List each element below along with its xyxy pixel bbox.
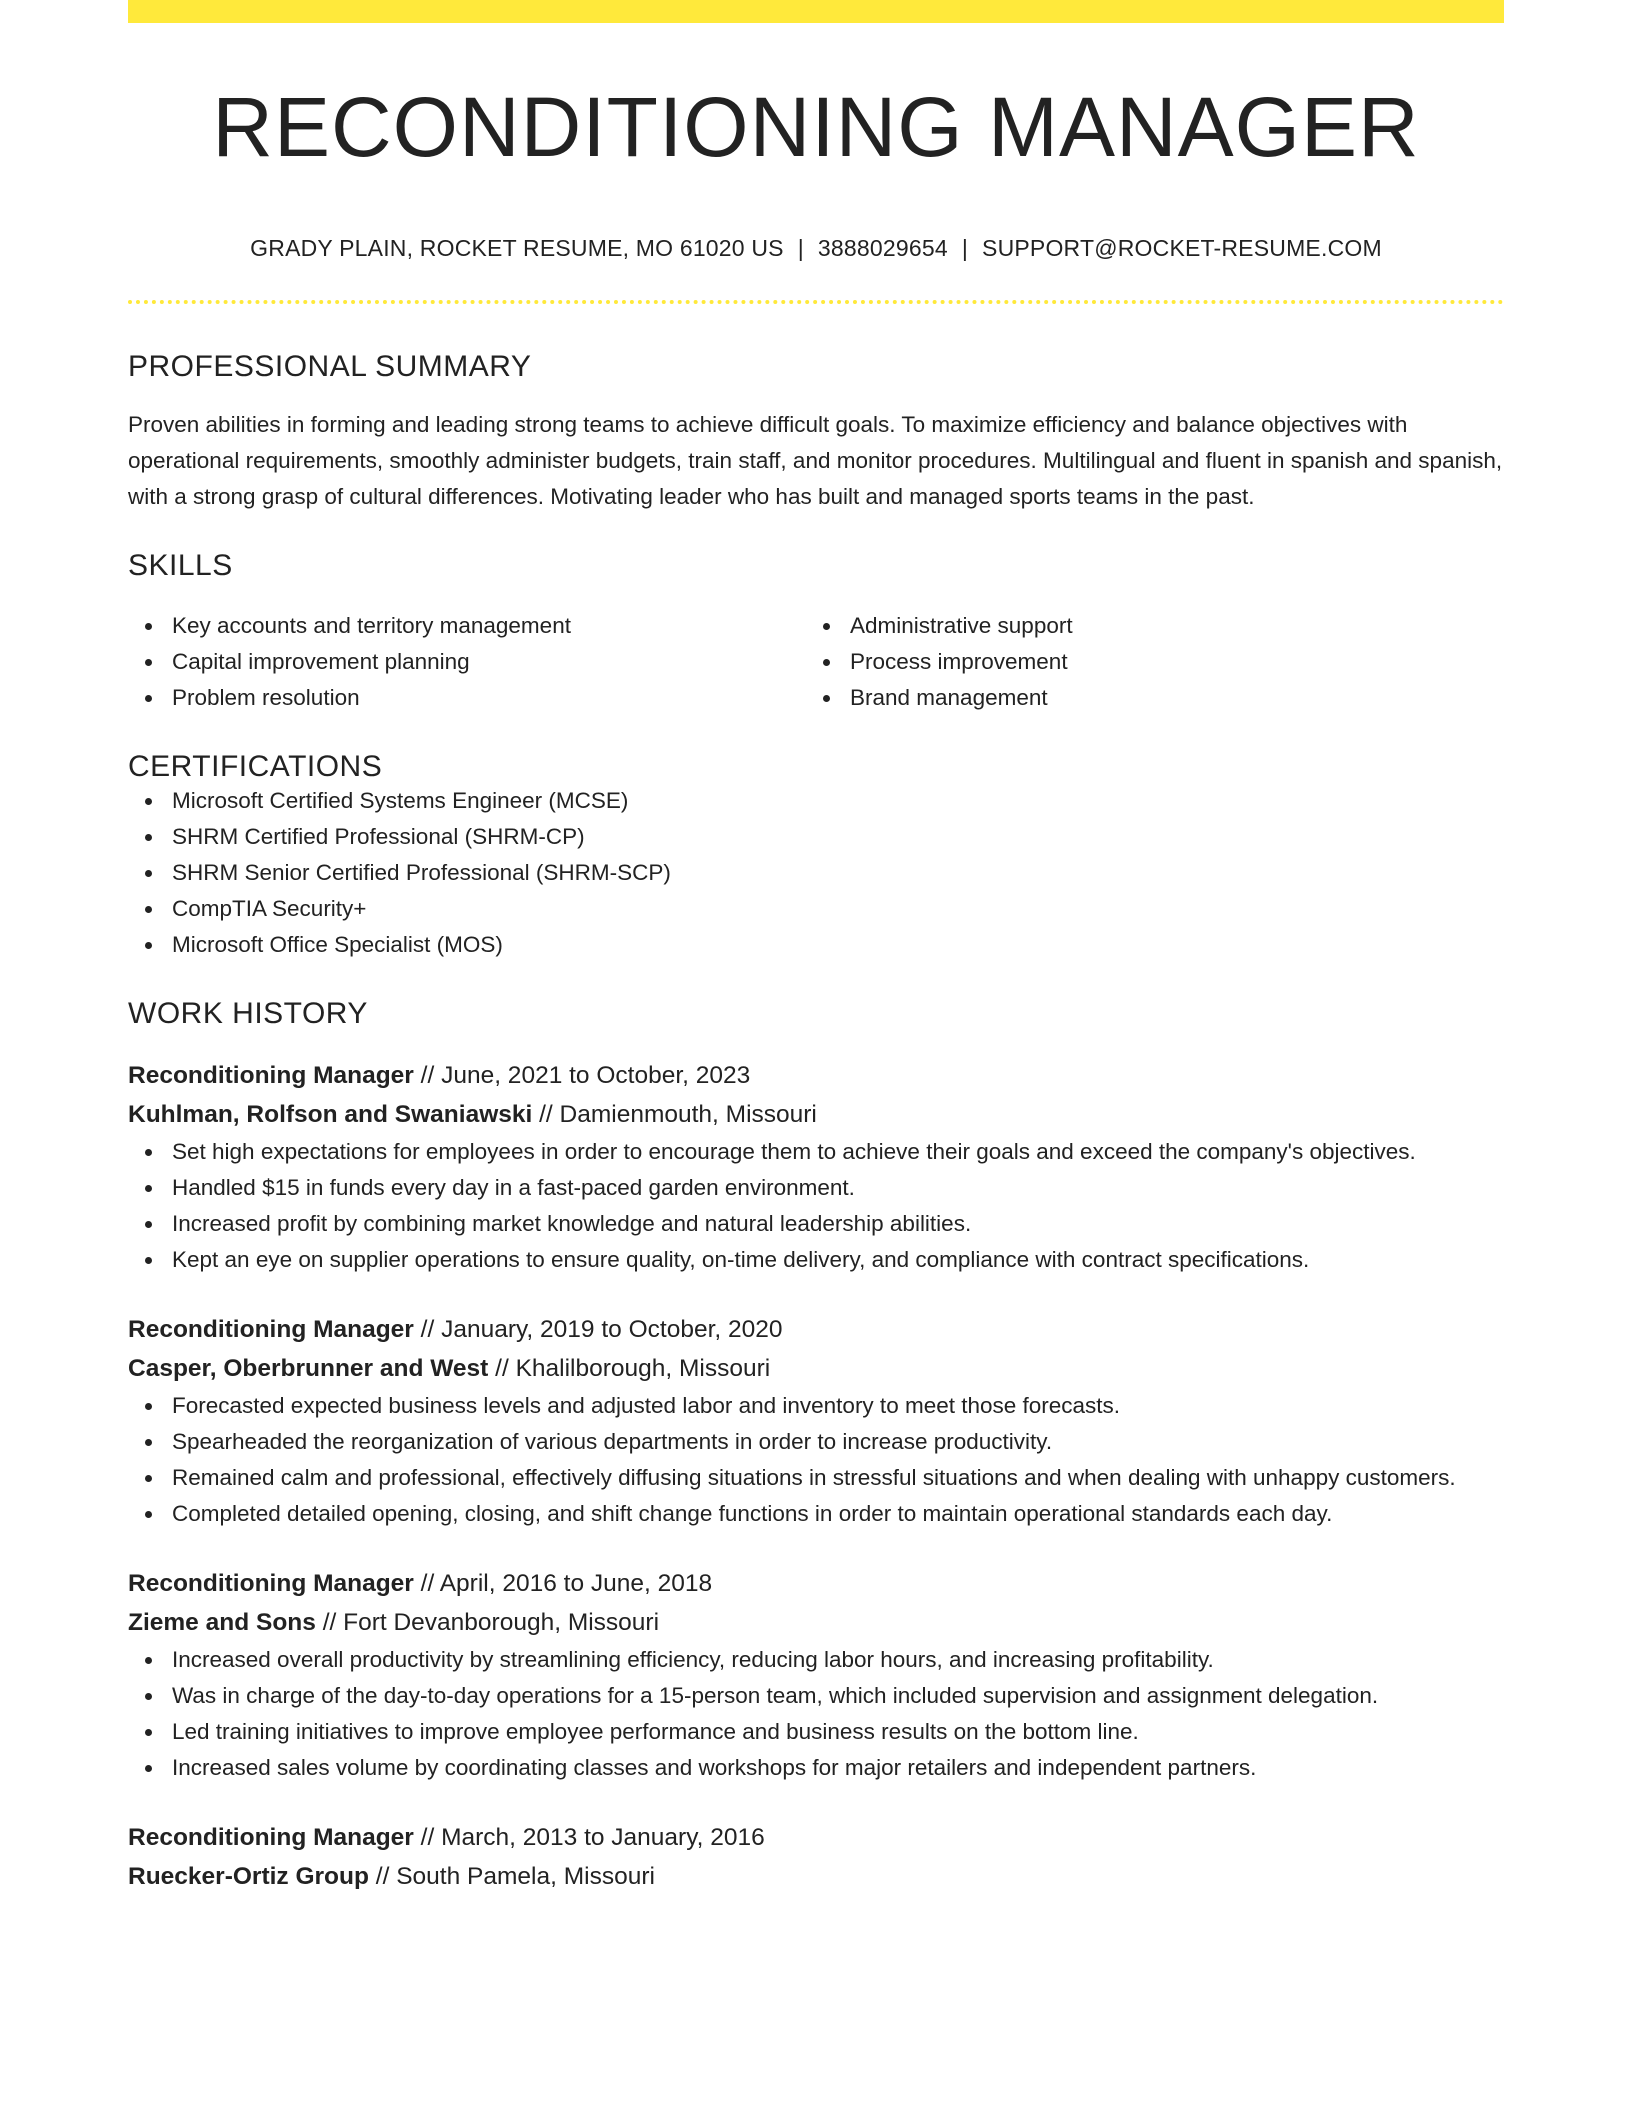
contact-info bbox=[128, 235, 1504, 262]
bullet-icon bbox=[145, 659, 152, 666]
bullet-icon bbox=[145, 906, 152, 913]
skill-item: Key accounts and territory management bbox=[128, 608, 806, 644]
job-company: Ruecker-Ortiz Group bbox=[128, 1863, 369, 1890]
job-title-line bbox=[128, 1310, 1504, 1349]
bullet-icon bbox=[145, 1149, 152, 1156]
skills-list-left bbox=[128, 608, 806, 716]
job-company-line bbox=[128, 1603, 1504, 1642]
bullet-icon bbox=[145, 623, 152, 630]
skill-item: Administrative support bbox=[806, 608, 1484, 644]
resume-page bbox=[128, 0, 1504, 1896]
job-entry bbox=[128, 1310, 1504, 1532]
job-title-line bbox=[128, 1056, 1504, 1095]
bullet-icon bbox=[145, 1439, 152, 1446]
bullet-icon bbox=[145, 870, 152, 877]
certification-item: Microsoft Office Specialist (MOS) bbox=[128, 927, 1504, 963]
job-location: // South Pamela, Missouri bbox=[368, 1863, 655, 1890]
bullet-icon bbox=[823, 695, 830, 702]
bullet-icon bbox=[145, 1657, 152, 1664]
contact-email: SUPPORT@ROCKET-RESUME.COM bbox=[982, 235, 1382, 261]
skill-item: Problem resolution bbox=[128, 680, 806, 716]
job-bullet: Increased sales volume by coordinating classes and workshops for major retailers and independent partners. bbox=[128, 1750, 1504, 1786]
bullet-icon bbox=[145, 1257, 152, 1264]
certifications-heading: CERTIFICATIONS bbox=[128, 750, 383, 783]
job-dates: // January, 2019 to October, 2020 bbox=[413, 1316, 783, 1343]
job-dates: // April, 2016 to June, 2018 bbox=[413, 1570, 713, 1597]
dotted-divider bbox=[128, 300, 1504, 304]
job-title: Reconditioning Manager bbox=[128, 1062, 414, 1089]
summary-heading: PROFESSIONAL SUMMARY bbox=[128, 350, 532, 383]
job-title-line bbox=[128, 1564, 1504, 1603]
job-bullet: Handled $15 in funds every day in a fast-paced garden environment. bbox=[128, 1170, 1504, 1206]
job-bullet: Completed detailed opening, closing, and shift change functions in order to maintain operational standards each day. bbox=[128, 1496, 1504, 1532]
bullet-icon bbox=[145, 1693, 152, 1700]
skill-item: Capital improvement planning bbox=[128, 644, 806, 680]
job-bullets bbox=[128, 1642, 1504, 1786]
job-bullets bbox=[128, 1388, 1504, 1532]
contact-phone: 3888029654 bbox=[817, 235, 948, 261]
bullet-icon bbox=[145, 1475, 152, 1482]
job-bullet: Was in charge of the day-to-day operations for a 15-person team, which included supervision and assignment delegation. bbox=[128, 1678, 1504, 1714]
bullet-icon bbox=[145, 695, 152, 702]
bullet-icon bbox=[145, 1403, 152, 1410]
contact-separator: | bbox=[797, 235, 804, 261]
job-entry bbox=[128, 1818, 1504, 1896]
job-dates: // June, 2021 to October, 2023 bbox=[413, 1062, 751, 1089]
job-company-line bbox=[128, 1095, 1504, 1134]
bullet-icon bbox=[823, 659, 830, 666]
contact-address: GRADY PLAIN, ROCKET RESUME, MO 61020 US bbox=[250, 235, 784, 261]
job-company-line bbox=[128, 1349, 1504, 1388]
job-location: // Khalilborough, Missouri bbox=[488, 1355, 771, 1382]
job-company: Zieme and Sons bbox=[128, 1609, 316, 1636]
job-bullet: Spearheaded the reorganization of various departments in order to increase productivity. bbox=[128, 1424, 1504, 1460]
bullet-icon bbox=[145, 942, 152, 949]
job-bullet: Remained calm and professional, effectively diffusing situations in stressful situations and when dealing with unhappy customers. bbox=[128, 1460, 1504, 1496]
job-entry bbox=[128, 1564, 1504, 1786]
bullet-icon bbox=[145, 798, 152, 805]
job-location: // Fort Devanborough, Missouri bbox=[315, 1609, 660, 1636]
work-history-heading: WORK HISTORY bbox=[128, 997, 368, 1030]
skill-item: Process improvement bbox=[806, 644, 1484, 680]
job-title: Reconditioning Manager bbox=[128, 1570, 414, 1597]
job-bullet: Set high expectations for employees in order to encourage them to achieve their goals and exceed the company's objectives. bbox=[128, 1134, 1504, 1170]
job-location: // Damienmouth, Missouri bbox=[532, 1101, 817, 1128]
job-company-line bbox=[128, 1857, 1504, 1896]
bullet-icon bbox=[823, 623, 830, 630]
job-bullet: Increased overall productivity by streamlining efficiency, reducing labor hours, and increasing profitability. bbox=[128, 1642, 1504, 1678]
skills-list-right bbox=[806, 608, 1484, 716]
job-company: Casper, Oberbrunner and West bbox=[128, 1355, 489, 1382]
skills-grid bbox=[128, 608, 1504, 716]
bullet-icon bbox=[145, 834, 152, 841]
bullet-icon bbox=[145, 1221, 152, 1228]
job-bullet: Led training initiatives to improve employee performance and business results on the bottom line. bbox=[128, 1714, 1504, 1750]
job-entry bbox=[128, 1056, 1504, 1278]
job-title: Reconditioning Manager bbox=[128, 1824, 414, 1851]
job-title-line bbox=[128, 1818, 1504, 1857]
job-company: Kuhlman, Rolfson and Swaniawski bbox=[128, 1101, 533, 1128]
job-title: Reconditioning Manager bbox=[128, 1316, 414, 1343]
certification-item: SHRM Certified Professional (SHRM-CP) bbox=[128, 819, 1504, 855]
resume-title: RECONDITIONING MANAGER bbox=[212, 80, 1420, 174]
certification-item: Microsoft Certified Systems Engineer (MCSE) bbox=[128, 783, 1504, 819]
job-bullets bbox=[128, 1134, 1504, 1278]
job-bullet: Increased profit by combining market knowledge and natural leadership abilities. bbox=[128, 1206, 1504, 1242]
certification-item: SHRM Senior Certified Professional (SHRM-SCP) bbox=[128, 855, 1504, 891]
bullet-icon bbox=[145, 1185, 152, 1192]
job-dates: // March, 2013 to January, 2016 bbox=[413, 1824, 765, 1851]
skill-item: Brand management bbox=[806, 680, 1484, 716]
accent-top-bar bbox=[128, 0, 1504, 23]
job-bullet: Kept an eye on supplier operations to ensure quality, on-time delivery, and compliance with contract specifications. bbox=[128, 1242, 1504, 1278]
certifications-list bbox=[128, 783, 1504, 963]
certification-item: CompTIA Security+ bbox=[128, 891, 1504, 927]
skills-heading: SKILLS bbox=[128, 549, 233, 582]
summary-text: Proven abilities in forming and leading strong teams to achieve difficult goals. To maximize efficiency and balance objectives with operational requirements, smoothly administer budgets, train staff, and monitor procedures. Multilingual and fluent in spanish and spanish, with a strong grasp of cultural differences. Motivating leader who has built and managed sports teams in the past. bbox=[128, 412, 1503, 509]
contact-separator: | bbox=[961, 235, 969, 261]
job-bullet: Forecasted expected business levels and adjusted labor and inventory to meet those forecasts. bbox=[128, 1388, 1504, 1424]
bullet-icon bbox=[145, 1511, 152, 1518]
bullet-icon bbox=[145, 1765, 152, 1772]
bullet-icon bbox=[145, 1729, 152, 1736]
